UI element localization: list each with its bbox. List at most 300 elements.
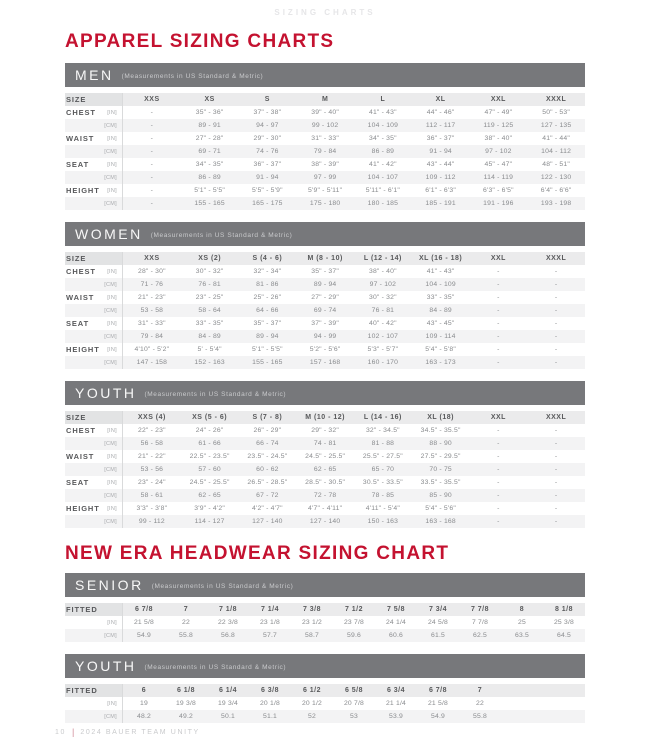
column-header: XXS (144, 255, 160, 262)
data-cell: 102 - 107 (367, 333, 399, 340)
unit-label: [IN] (107, 135, 117, 142)
data-cell: 163 - 168 (425, 518, 456, 525)
column-header: 6 7/8 (134, 606, 154, 613)
column-header: XS (2) (198, 255, 222, 262)
data-cell: - (497, 294, 500, 301)
row-label-cell (65, 145, 123, 158)
senior-headwear-section-header (65, 573, 585, 597)
table-row (65, 629, 585, 642)
column-header (501, 684, 543, 697)
data-cell: 41" - 44" (542, 135, 571, 142)
row-label-cell (65, 265, 123, 278)
data-cell: - (497, 518, 500, 525)
data-cell: 34.5" - 35.5" (420, 427, 461, 434)
column-header: 6 5/8 (344, 687, 364, 694)
data-cell: 37" - 39" (311, 320, 340, 327)
data-cell: 58 - 64 (198, 307, 221, 314)
row-label-cell (65, 476, 123, 489)
row-label-cell (65, 197, 123, 210)
data-cell: 59.6 (346, 632, 362, 639)
column-header: XXL (490, 96, 506, 103)
apparel-title: APPAREL SIZING CHARTS (65, 31, 335, 52)
data-cell: 33" - 35" (195, 320, 224, 327)
data-cell: 147 - 158 (136, 359, 168, 366)
data-cell: 114 - 119 (483, 174, 514, 181)
unit-label: [CM] (104, 281, 117, 288)
data-cell: 127 - 135 (540, 122, 572, 129)
women-section-name: WOMEN (75, 226, 143, 242)
column-header: 8 1/8 (554, 606, 574, 613)
table-row (65, 119, 585, 132)
data-cell: 25 (518, 619, 526, 626)
youth-apparel-section-name: YOUTH (75, 385, 137, 401)
data-cell: - (150, 200, 154, 207)
data-cell: - (150, 135, 154, 142)
column-header: XS (5 - 6) (192, 414, 228, 421)
unit-label: [CM] (104, 307, 117, 314)
column-header: 7 (477, 687, 483, 694)
measurement-label: CHEST (66, 426, 96, 435)
data-cell: 99 - 112 (138, 518, 165, 525)
data-cell: - (497, 268, 500, 275)
data-cell: 27" - 28" (195, 135, 224, 142)
table-row (65, 424, 585, 437)
data-cell: 54.9 (430, 713, 446, 720)
column-header: XXL (490, 255, 506, 262)
data-cell: 33.5" - 35.5" (420, 479, 461, 486)
data-cell: 65 - 70 (371, 466, 395, 473)
data-cell: 5'9" - 5'11" (307, 187, 343, 194)
data-cell: 21 5/8 (133, 619, 155, 626)
table-corner-label (65, 93, 123, 106)
row-label-cell (65, 278, 123, 291)
column-header: XL (18) (427, 414, 454, 421)
row-label-cell (65, 629, 123, 642)
unit-label: [IN] (107, 619, 117, 626)
senior-headwear-sizing-table (65, 603, 585, 642)
unit-label: [CM] (104, 148, 117, 155)
data-cell: - (554, 333, 558, 340)
data-cell: 7 7/8 (471, 619, 489, 626)
unit-label: [IN] (107, 187, 117, 194)
data-cell: 104 - 109 (367, 122, 399, 129)
data-cell: 91 - 94 (429, 148, 452, 155)
data-cell: 109 - 114 (425, 333, 456, 340)
data-cell: 86 - 89 (198, 174, 221, 181)
footer-text: 2024 BAUER TEAM UNITY (80, 728, 200, 736)
column-header: XL (435, 96, 446, 103)
data-cell: 6'3" - 6'5" (482, 187, 514, 194)
data-cell: 74 - 81 (313, 440, 337, 447)
data-cell: - (554, 346, 558, 353)
data-cell: 5'2" - 5'6" (309, 346, 341, 353)
data-cell: 20 1/8 (259, 700, 281, 707)
measurement-label: HEIGHT (66, 504, 100, 513)
data-cell: 49.2 (178, 713, 194, 720)
data-cell: 4'11" - 5'4" (365, 505, 400, 512)
data-cell: - (150, 174, 154, 181)
data-cell: 31" - 33" (137, 320, 166, 327)
data-cell: 24.5" - 25.5" (305, 453, 346, 460)
footer-divider: | (72, 727, 75, 737)
data-cell: 91 - 94 (256, 174, 279, 181)
column-header: XXXL (545, 96, 567, 103)
column-header: XXS (144, 96, 160, 103)
table-corner-label-text: SIZE (66, 413, 87, 422)
data-cell: 28" - 30" (137, 268, 166, 275)
data-cell: 89 - 94 (256, 333, 279, 340)
measurement-label: WAIST (66, 452, 95, 461)
data-cell: 41" - 43" (426, 268, 455, 275)
table-row (65, 197, 585, 210)
women-section-subtitle: (Measurements in US Standard & Metric) (150, 231, 293, 239)
data-cell: 5'4" - 5'8" (425, 346, 457, 353)
table-row (65, 356, 585, 369)
row-label-cell (65, 291, 123, 304)
data-cell: 109 - 112 (425, 174, 456, 181)
data-cell: 43" - 44" (426, 161, 455, 168)
data-cell: 62 - 65 (198, 492, 221, 499)
men-section-subtitle: (Measurements in US Standard & Metric) (121, 72, 264, 80)
table-row (65, 616, 585, 629)
youth-apparel-section-header (65, 381, 585, 405)
table-corner-label (65, 252, 123, 265)
unit-label: [IN] (107, 346, 117, 353)
table-row (65, 343, 585, 356)
data-cell: 69 - 71 (198, 148, 221, 155)
data-cell: - (554, 281, 558, 288)
data-cell: 35" - 36" (195, 109, 224, 116)
unit-label: [CM] (104, 174, 117, 181)
column-header: 6 1/4 (218, 687, 238, 694)
data-cell: - (554, 492, 558, 499)
row-label-cell (65, 171, 123, 184)
table-corner-label (65, 603, 123, 616)
data-cell: 104 - 109 (425, 281, 456, 288)
data-cell: 85 - 90 (429, 492, 452, 499)
headwear-title: NEW ERA HEADWEAR SIZING CHART (65, 543, 450, 564)
row-label-cell (65, 158, 123, 171)
row-label-cell (65, 697, 123, 710)
data-cell: 25" - 26" (253, 294, 282, 301)
data-cell: 64.5 (556, 632, 572, 639)
table-row (65, 437, 585, 450)
column-header: S (4 - 6) (252, 255, 283, 262)
data-cell: 165 - 175 (252, 200, 283, 207)
data-cell: 84 - 89 (429, 307, 452, 314)
data-cell: 160 - 170 (367, 359, 399, 366)
row-label-cell (65, 463, 123, 476)
data-cell: 163 - 173 (425, 359, 456, 366)
data-cell: 35" - 37" (311, 268, 340, 275)
data-cell: 97 - 102 (369, 281, 397, 288)
data-cell: - (150, 187, 154, 194)
unit-label: [IN] (107, 320, 117, 327)
data-cell: 56 - 58 (140, 440, 164, 447)
column-header: 6 3/4 (386, 687, 406, 694)
row-label-cell (65, 119, 123, 132)
table-row (65, 145, 585, 158)
data-cell: 23 7/8 (343, 619, 365, 626)
data-cell: 104 - 107 (367, 174, 399, 181)
data-cell: 79 - 84 (140, 333, 164, 340)
column-header: L (14 - 16) (363, 414, 402, 421)
data-cell: 64 - 66 (256, 307, 279, 314)
data-cell: - (150, 122, 154, 129)
data-cell: 24 5/8 (427, 619, 449, 626)
data-cell: 97 - 99 (313, 174, 337, 181)
table-corner-label (65, 684, 123, 697)
data-cell: 19 (140, 700, 148, 707)
data-cell: - (497, 320, 500, 327)
data-cell: 4'10" - 5'2" (134, 346, 170, 353)
data-cell: 127 - 140 (309, 518, 341, 525)
data-cell: 53.9 (388, 713, 404, 720)
data-cell: - (150, 161, 154, 168)
column-header: L (12 - 14) (363, 255, 402, 262)
data-cell: 180 - 185 (367, 200, 399, 207)
data-cell: - (554, 518, 558, 525)
unit-label: [CM] (104, 632, 117, 639)
section-youth-apparel (65, 381, 585, 528)
column-header: 6 1/8 (176, 687, 196, 694)
data-cell: 56.8 (220, 632, 236, 639)
table-row (65, 489, 585, 502)
column-header: XXL (490, 414, 506, 421)
data-cell: 25.5" - 27.5" (362, 453, 403, 460)
column-header: XXXL (545, 255, 567, 262)
data-cell: 23 1/2 (301, 619, 323, 626)
data-cell: 6'1" - 6'3" (425, 187, 457, 194)
data-cell: 48.2 (136, 713, 152, 720)
data-cell: 76 - 81 (198, 281, 221, 288)
data-cell: 81 - 86 (256, 281, 279, 288)
data-cell: - (554, 440, 558, 447)
data-cell: - (554, 466, 558, 473)
data-cell: 114 - 127 (194, 518, 225, 525)
page-footer (55, 727, 200, 737)
unit-label: [CM] (104, 122, 117, 129)
table-row (65, 132, 585, 145)
data-cell: 53 - 56 (140, 466, 164, 473)
data-cell: 19 3/4 (217, 700, 239, 707)
data-cell: - (150, 109, 154, 116)
data-cell: - (497, 359, 500, 366)
unit-label: [IN] (107, 427, 117, 434)
data-cell: 94 - 99 (313, 333, 337, 340)
data-cell: 20 1/2 (301, 700, 323, 707)
column-header: XXS (4) (137, 414, 166, 421)
unit-label: [CM] (104, 518, 117, 525)
data-cell: 5'3" - 5'7" (367, 346, 399, 353)
data-cell: 5'5" - 5'9" (251, 187, 283, 194)
page-header: SIZING CHARTS (274, 8, 376, 17)
data-cell: 27" - 29" (311, 294, 340, 301)
unit-label: [IN] (107, 161, 117, 168)
data-cell: 112 - 117 (425, 122, 456, 129)
table-header-row (65, 93, 585, 106)
table-row (65, 158, 585, 171)
data-cell: 36" - 37" (253, 161, 282, 168)
youth-apparel-sizing-table (65, 411, 585, 528)
data-cell: - (497, 479, 500, 486)
page-number: 10 (55, 728, 66, 736)
row-label-cell (65, 106, 123, 119)
table-row (65, 291, 585, 304)
data-cell: 21 5/8 (427, 700, 449, 707)
data-cell (501, 697, 543, 710)
row-label-cell (65, 132, 123, 145)
column-header: XS (204, 96, 215, 103)
column-header: M (10 - 12) (305, 414, 345, 421)
data-cell: 58 - 61 (140, 492, 164, 499)
measurement-label: SEAT (66, 160, 90, 169)
unit-label: [IN] (107, 453, 117, 460)
row-label-cell (65, 424, 123, 437)
table-row (65, 304, 585, 317)
data-cell: 53 (350, 713, 358, 720)
data-cell: 4'2" - 4'7" (251, 505, 283, 512)
unit-label: [CM] (104, 492, 117, 499)
data-cell: 51.1 (262, 713, 278, 720)
data-cell (543, 710, 585, 723)
data-cell: 23" - 25" (195, 294, 224, 301)
measurement-label: WAIST (66, 293, 95, 302)
table-row (65, 265, 585, 278)
youth-headwear-section-header (65, 654, 585, 678)
data-cell: 193 - 198 (540, 200, 572, 207)
data-cell: 50.1 (220, 713, 236, 720)
row-label-cell (65, 343, 123, 356)
data-cell: 34" - 35" (195, 161, 224, 168)
data-cell: 31" - 33" (311, 135, 340, 142)
unit-label: [IN] (107, 268, 117, 275)
data-cell: 55.8 (472, 713, 488, 720)
data-cell: 61.5 (430, 632, 446, 639)
data-cell: 29" - 30" (253, 135, 282, 142)
data-cell: - (497, 333, 500, 340)
data-cell: 119 - 125 (483, 122, 514, 129)
senior-headwear-section-subtitle: (Measurements in US Standard & Metric) (151, 582, 294, 590)
column-header: 7 3/4 (428, 606, 448, 613)
data-cell: 175 - 180 (309, 200, 341, 207)
data-cell: - (497, 427, 500, 434)
data-cell: 41" - 43" (368, 109, 397, 116)
row-label-cell (65, 502, 123, 515)
column-header: 7 3/8 (302, 606, 322, 613)
data-cell: - (497, 466, 500, 473)
data-cell: 5'1" - 5'5" (251, 346, 283, 353)
data-cell: 22 (182, 619, 190, 626)
table-row (65, 106, 585, 119)
data-cell: 50" - 53" (542, 109, 571, 116)
column-header: 6 3/8 (260, 687, 280, 694)
data-cell: - (554, 427, 558, 434)
column-header: M (8 - 10) (307, 255, 343, 262)
unit-label: [CM] (104, 466, 117, 473)
data-cell: 22 3/8 (217, 619, 239, 626)
data-cell: 74 - 76 (256, 148, 279, 155)
data-cell: 45" - 47" (484, 161, 513, 168)
data-cell: - (554, 268, 558, 275)
women-sizing-table (65, 252, 585, 369)
data-cell: 69 - 74 (313, 307, 337, 314)
table-row (65, 697, 585, 710)
column-header: S (7 - 8) (252, 414, 283, 421)
data-cell: 34" - 35" (368, 135, 397, 142)
column-header: 7 1/4 (260, 606, 280, 613)
data-cell: - (497, 505, 500, 512)
data-cell: 22.5" - 23.5" (189, 453, 230, 460)
row-label-cell (65, 184, 123, 197)
row-label-cell (65, 616, 123, 629)
data-cell: 57 - 60 (198, 466, 221, 473)
data-cell: 28.5" - 30.5" (305, 479, 346, 486)
data-cell: - (497, 453, 500, 460)
column-header: 8 (519, 606, 525, 613)
data-cell: 32" - 34" (253, 268, 282, 275)
data-cell: 127 - 140 (252, 518, 283, 525)
column-header: S (264, 96, 270, 103)
table-header-row (65, 411, 585, 424)
women-section-header (65, 222, 585, 246)
data-cell: 43" - 45" (426, 320, 455, 327)
row-label-cell (65, 450, 123, 463)
row-label-cell (65, 304, 123, 317)
data-cell: 67 - 72 (256, 492, 279, 499)
unit-label: [IN] (107, 109, 117, 116)
senior-headwear-section-name: SENIOR (75, 577, 144, 593)
unit-label: [IN] (107, 700, 117, 707)
men-section-header (65, 63, 585, 87)
unit-label: [CM] (104, 333, 117, 340)
table-header-row (65, 603, 585, 616)
data-cell: 60.6 (388, 632, 404, 639)
row-label-cell (65, 489, 123, 502)
data-cell: 84 - 89 (198, 333, 221, 340)
data-cell: 54.9 (136, 632, 152, 639)
data-cell: - (497, 346, 500, 353)
table-row (65, 184, 585, 197)
column-header: 6 7/8 (428, 687, 448, 694)
data-cell: - (554, 307, 558, 314)
data-cell: 35" - 37" (253, 320, 282, 327)
data-cell: 78 - 85 (371, 492, 395, 499)
row-label-cell (65, 437, 123, 450)
data-cell: 89 - 94 (313, 281, 337, 288)
data-cell: 185 - 191 (425, 200, 456, 207)
data-cell: 152 - 163 (194, 359, 225, 366)
column-header: L (380, 96, 386, 103)
data-cell: 24.5" - 25.5" (189, 479, 230, 486)
column-header: 6 (141, 687, 147, 694)
data-cell: 4'7" - 4'11" (307, 505, 343, 512)
data-cell: - (554, 294, 558, 301)
data-cell: 70 - 75 (429, 466, 452, 473)
data-cell: 53 - 58 (140, 307, 164, 314)
row-label-cell (65, 317, 123, 330)
data-cell: - (150, 148, 154, 155)
data-cell: 41" - 42" (368, 161, 397, 168)
data-cell: 24" - 26" (195, 427, 224, 434)
data-cell: 94 - 97 (256, 122, 279, 129)
table-corner-label-text: SIZE (66, 95, 87, 104)
page-content (65, 31, 585, 723)
data-cell: 71 - 76 (140, 281, 164, 288)
table-corner-label (65, 411, 123, 424)
data-cell: - (554, 359, 558, 366)
data-cell: 30.5" - 33.5" (362, 479, 403, 486)
